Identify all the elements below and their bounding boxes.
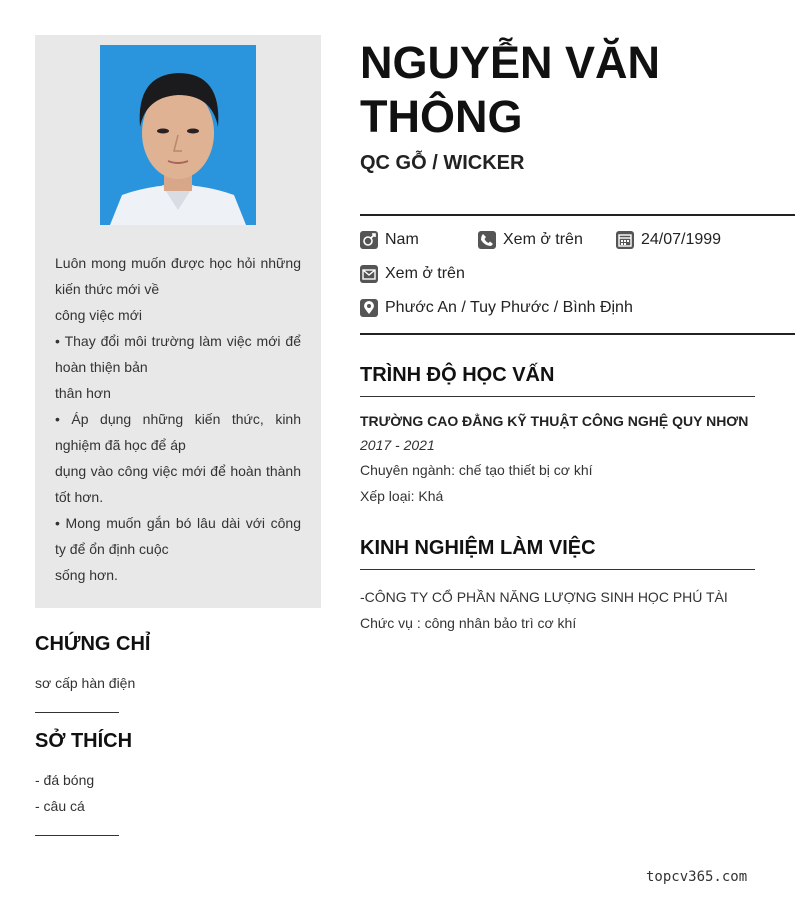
gender-icon (360, 231, 378, 249)
objective-line: Luôn mong muốn được học hỏi những kiến thức mới về (55, 255, 301, 297)
name-line: NGUYỄN VĂN (360, 37, 661, 88)
company-name: -CÔNG TY CỔ PHẦN NĂNG LƯỢNG SINH HỌC PHÚ TÀI (360, 589, 728, 605)
dob-value: 24/07/1999 (641, 231, 722, 248)
education-title: TRÌNH ĐỘ HỌC VẤN (360, 364, 555, 386)
dob-info (616, 231, 721, 249)
contact-divider-bottom (360, 333, 795, 335)
job-title: QC GỖ / WICKER (360, 152, 525, 174)
phone-icon (478, 231, 496, 249)
email-value: Xem ở trên (385, 265, 465, 282)
experience-divider (360, 569, 755, 570)
contact-row-2 (360, 262, 465, 286)
objective-line: dụng vào công việc mới để hoàn thành tốt hơn. (55, 463, 301, 505)
gender-info (360, 231, 419, 249)
job-position: Chức vụ : công nhân bảo trì cơ khí (360, 615, 577, 631)
candidate-name (360, 36, 790, 144)
name-line: THÔNG (360, 91, 523, 142)
email-icon (360, 265, 378, 283)
objective-line: công việc mới (55, 307, 142, 323)
certificates-title: CHỨNG CHỈ (35, 633, 151, 655)
hobby-item: - đá bóng (35, 772, 95, 788)
gender-value: Nam (385, 231, 419, 248)
hobbies-section (35, 730, 321, 836)
profile-photo (100, 45, 256, 225)
watermark: topcv365.com (646, 869, 748, 885)
section-divider (35, 835, 119, 836)
hobbies-title: SỞ THÍCH (35, 730, 133, 752)
profile-sidebar (35, 35, 321, 608)
school-name: TRƯỜNG CAO ĐẲNG KỸ THUẬT CÔNG NGHỆ QUY NHƠN (360, 413, 749, 429)
objective-line: thân hơn (55, 385, 111, 401)
section-divider (35, 712, 119, 713)
study-period: 2017 - 2021 (360, 437, 435, 453)
address-value: Phước An / Tuy Phước / Bình Định (385, 299, 633, 316)
objective-line: sống hơn. (55, 567, 118, 583)
objective-line: • Áp dụng những kiến thức, kinh nghiệm đã học để áp (55, 411, 301, 453)
objective-line: • Mong muốn gắn bó lâu dài với công ty để ổn định cuộc (55, 515, 301, 557)
contact-row-3 (360, 296, 633, 320)
ranking: Xếp loại: Khá (360, 488, 444, 504)
contact-row-1 (360, 228, 795, 252)
contact-divider-top (360, 214, 795, 216)
hobby-item: - câu cá (35, 798, 85, 814)
education-divider (360, 396, 755, 397)
certificate-item: sơ cấp hàn điện (35, 675, 136, 691)
calendar-icon (616, 231, 634, 249)
career-objective (55, 250, 301, 588)
objective-line: • Thay đổi môi trường làm việc mới để hoàn thiện bản (55, 333, 301, 375)
phone-info (478, 231, 583, 249)
phone-value: Xem ở trên (503, 231, 583, 248)
experience-title: KINH NGHIỆM LÀM VIỆC (360, 537, 596, 559)
avatar (100, 45, 256, 225)
major: Chuyên ngành: chế tạo thiết bị cơ khí (360, 462, 593, 478)
location-icon (360, 299, 378, 317)
certificates-section (35, 633, 321, 713)
